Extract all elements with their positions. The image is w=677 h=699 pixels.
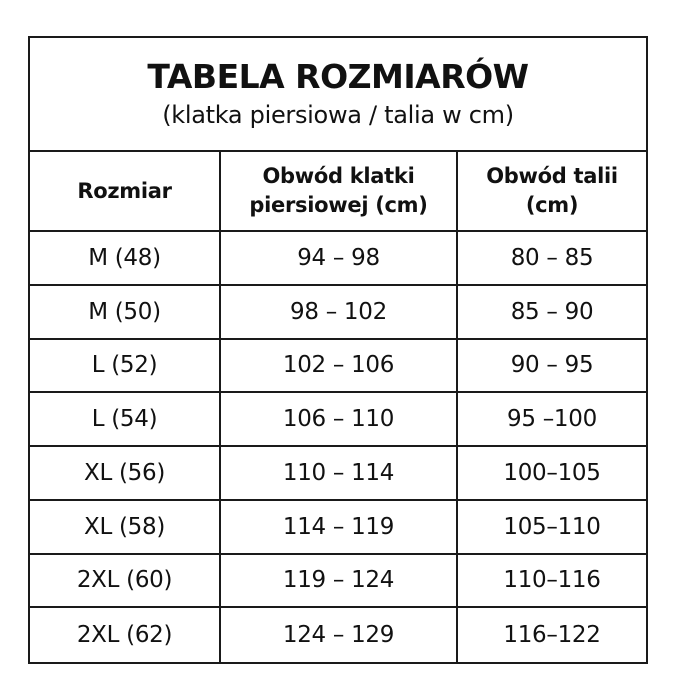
table-row (30, 393, 646, 447)
header-waist-line2: (cm) (525, 193, 579, 218)
header-waist-line1: Obwód talii (486, 164, 618, 189)
size-cell: 2XL (60) (30, 555, 221, 607)
size-cell: XL (56) (30, 447, 221, 499)
chest-cell: 124 – 129 (221, 608, 458, 662)
table-row (30, 340, 646, 394)
size-cell: L (52) (30, 340, 221, 392)
header-waist (458, 152, 646, 230)
waist-cell: 100–105 (503, 459, 601, 486)
table-row (30, 608, 646, 662)
waist-cell: 105–110 (503, 513, 601, 540)
size-cell: M (50) (30, 286, 221, 338)
chest-cell: 110 – 114 (221, 447, 458, 499)
table-row (30, 501, 646, 555)
header-row (30, 152, 646, 232)
table-row (30, 232, 646, 286)
waist-cell: 110–116 (503, 567, 601, 594)
header-chest-line2: piersiowej (cm) (249, 193, 428, 218)
chest-cell: 106 – 110 (221, 393, 458, 445)
header-size (30, 152, 221, 230)
waist-cell: 116–122 (503, 622, 601, 649)
chest-cell: 102 – 106 (221, 340, 458, 392)
waist-cell: 85 – 90 (510, 298, 594, 325)
waist-cell: 80 – 85 (510, 244, 594, 271)
size-cell: XL (58) (30, 501, 221, 553)
header-chest (221, 152, 458, 230)
chest-cell: 94 – 98 (221, 232, 458, 284)
chest-cell: 114 – 119 (221, 501, 458, 553)
table-row (30, 286, 646, 340)
size-chart-table (28, 36, 648, 664)
waist-cell: 90 – 95 (510, 352, 594, 379)
table-title-block (30, 38, 646, 152)
header-size-label: Rozmiar (77, 178, 172, 203)
table-row (30, 555, 646, 609)
table-title: TABELA ROZMIARÓW (147, 57, 529, 97)
header-chest-line1: Obwód klatki (262, 164, 415, 189)
table-row (30, 447, 646, 501)
size-cell: L (54) (30, 393, 221, 445)
table-subtitle: (klatka piersiowa / talia w cm) (162, 101, 514, 130)
waist-cell: 95 –100 (507, 406, 597, 433)
chest-cell: 98 – 102 (221, 286, 458, 338)
size-cell: M (48) (30, 232, 221, 284)
chest-cell: 119 – 124 (221, 555, 458, 607)
size-cell: 2XL (62) (30, 608, 221, 662)
